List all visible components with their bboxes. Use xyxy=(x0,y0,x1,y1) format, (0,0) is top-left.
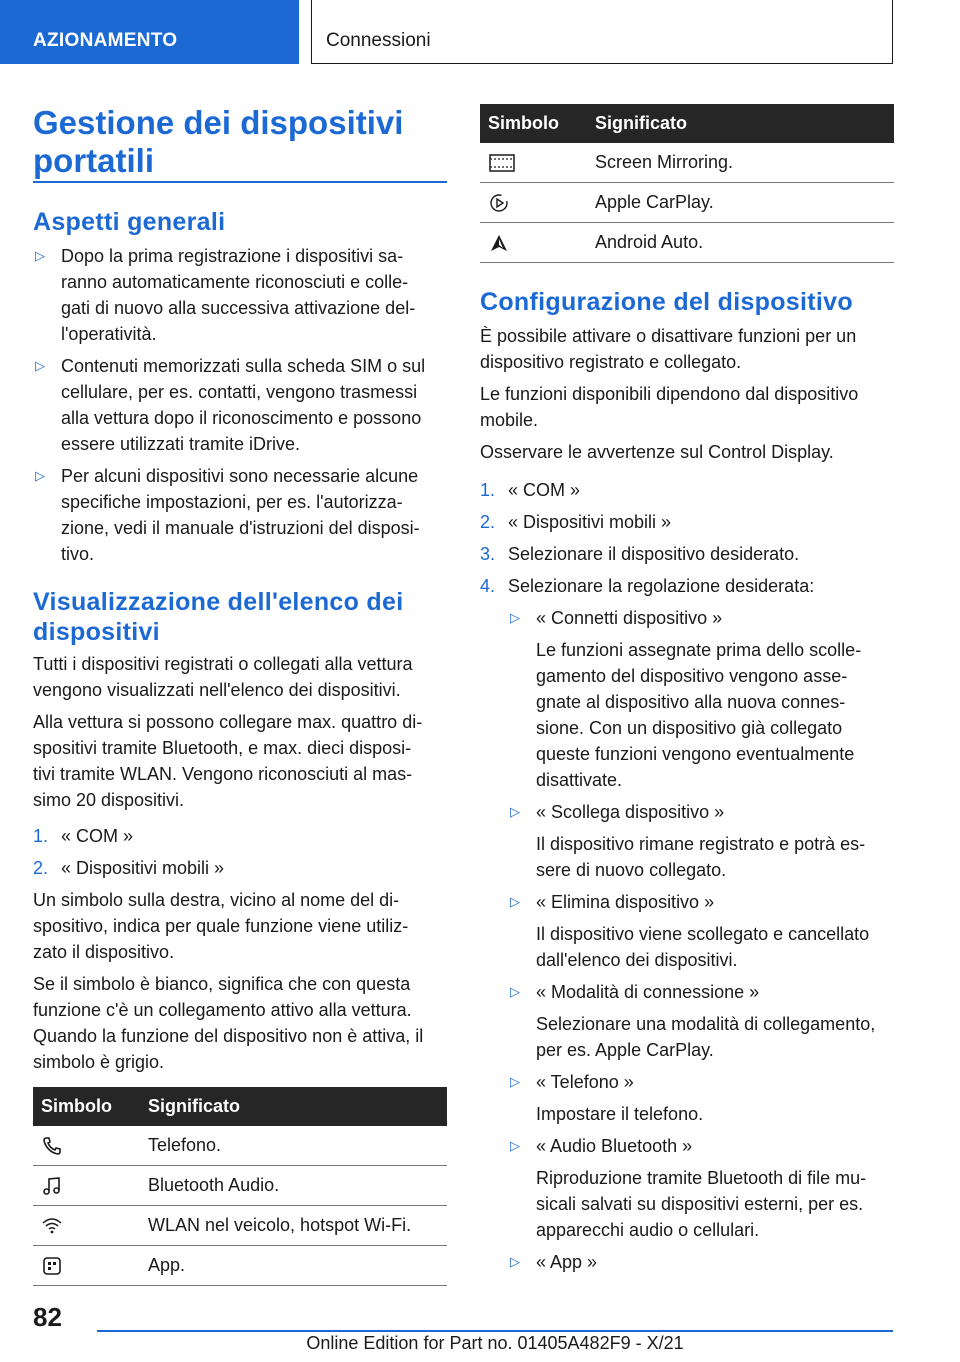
option-description: Riproduzione tramite Bluetooth di file mu- sicali salvati su dispositivi esterni, per es. apparecchi audio o cellulari. xyxy=(536,1168,867,1240)
option-label: « App » xyxy=(536,1252,598,1272)
numbered-step xyxy=(480,509,894,535)
step-text: Selezionare la regolazione desiderata: xyxy=(508,576,815,596)
triangle-bullet-icon: ▷ xyxy=(35,468,45,483)
numbered-step xyxy=(33,823,447,849)
page-number: 82 xyxy=(33,1302,62,1332)
page-title: Gestione dei dispositivi portatili xyxy=(33,104,404,179)
option-label: « Scollega dispositivo » xyxy=(536,802,725,822)
table-header-row xyxy=(480,104,894,143)
option-label: « Modalità di connessione » xyxy=(536,982,760,1002)
table-row xyxy=(480,183,894,223)
paragraph: Un simbolo sulla destra, vicino al nome del di- spositivo, indica per quale funzione viene utiliz- zato il dispositivo. xyxy=(33,890,409,962)
numbered-step xyxy=(480,477,894,503)
option-item xyxy=(508,889,894,973)
table-row xyxy=(33,1166,447,1206)
table-row xyxy=(33,1246,447,1286)
numbered-step xyxy=(33,855,447,881)
option-label: « Connetti dispositivo » xyxy=(536,608,723,628)
step-text: « COM » xyxy=(508,480,581,500)
option-item xyxy=(508,1069,894,1127)
android-auto-icon xyxy=(480,223,595,263)
wifi-icon xyxy=(33,1206,148,1246)
footer-divider xyxy=(97,1330,893,1332)
overview-heading: Aspetti generali xyxy=(33,208,226,236)
step-text: « COM » xyxy=(61,826,134,846)
option-label: « Telefono » xyxy=(536,1072,634,1092)
paragraph: Se il simbolo è bianco, significa che con questa funzione c'è un collegamento attivo alla vettura. Quando la funzione del dispositivo non è attiva, il simbolo è grigio. xyxy=(33,974,424,1072)
music-note-icon xyxy=(33,1166,148,1206)
bullet-text: Dopo la prima registrazione i dispositivi sa- ranno automaticamente riconosciuti e colle- gati di nuovo alla successiva attivazione del- l'operatività. xyxy=(61,246,416,344)
option-label: « Audio Bluetooth » xyxy=(536,1136,693,1156)
meaning-cell: Telefono. xyxy=(148,1126,447,1166)
option-item xyxy=(508,1133,894,1243)
device-list-heading: Visualizzazione dell'elenco dei dispositivi xyxy=(33,588,404,646)
triangle-bullet-icon: ▷ xyxy=(35,358,45,373)
col-header-meaning: Significato xyxy=(595,104,894,143)
meaning-cell: Screen Mirroring. xyxy=(595,143,894,183)
triangle-bullet-icon: ▷ xyxy=(510,894,520,909)
app-icon xyxy=(33,1246,148,1286)
step-number: 1. xyxy=(33,826,49,846)
paragraph: Tutti i dispositivi registrati o collegati alla vettura vengono visualizzati nell'elenco dei dispositivi. xyxy=(33,654,413,700)
option-description: Le funzioni assegnate prima dello scolle- gamento del dispositivo vengono asse- gnate al dispositivo alla nuova connes- sione. Con un dispositivo già collegato queste funzioni vengono eventualmente disattivate. xyxy=(536,640,862,790)
config-heading: Configurazione del dispositivo xyxy=(480,288,853,316)
step-text: « Dispositivi mobili » xyxy=(61,858,225,878)
table-row xyxy=(480,223,894,263)
option-item xyxy=(508,605,894,793)
triangle-bullet-icon: ▷ xyxy=(35,248,45,263)
meaning-cell: Bluetooth Audio. xyxy=(148,1166,447,1206)
paragraph: Alla vettura si possono collegare max. quattro di- spositivi tramite Bluetooth, e max. dieci disposi- tivi tramite WLAN. Vengono riconosciuti al mas- simo 20 dispositivi. xyxy=(33,712,423,810)
meaning-cell: App. xyxy=(148,1246,447,1286)
option-label: « Elimina dispositivo » xyxy=(536,892,715,912)
right-column xyxy=(480,104,894,1275)
screen-mirroring-icon xyxy=(480,143,595,183)
bullet-item xyxy=(33,353,447,457)
option-description: Il dispositivo rimane registrato e potrà es- sere di nuovo collegato. xyxy=(536,834,866,880)
triangle-bullet-icon: ▷ xyxy=(510,804,520,819)
chapter-title: Connessioni xyxy=(311,0,893,64)
paragraph: Osservare le avvertenze sul Control Display. xyxy=(480,442,834,462)
option-item xyxy=(508,1249,894,1275)
option-description: Selezionare una modalità di collegamento, per es. Apple CarPlay. xyxy=(536,1014,876,1060)
numbered-step xyxy=(480,573,894,599)
option-description: Impostare il telefono. xyxy=(536,1104,704,1124)
paragraph: È possibile attivare o disattivare funzioni per un dispositivo registrato e collegato. xyxy=(480,326,857,372)
table-row xyxy=(33,1126,447,1166)
bullet-text: Contenuti memorizzati sulla scheda SIM o sul cellulare, per es. contatti, vengono trasmessi alla vettura dopo il riconoscimento e possono essere utilizzati tramite iDrive. xyxy=(61,356,426,454)
step-number: 2. xyxy=(33,858,49,878)
left-column xyxy=(33,207,447,1286)
table-row xyxy=(33,1206,447,1246)
col-header-symbol: Simbolo xyxy=(33,1087,148,1126)
meaning-cell: WLAN nel veicolo, hotspot Wi-Fi. xyxy=(148,1206,447,1246)
paragraph: Le funzioni disponibili dipendono dal dispositivo mobile. xyxy=(480,384,859,430)
bullet-item xyxy=(33,463,447,567)
carplay-icon xyxy=(480,183,595,223)
symbol-table-left xyxy=(33,1087,447,1286)
triangle-bullet-icon: ▷ xyxy=(510,1074,520,1089)
table-row xyxy=(480,143,894,183)
step-number: 4. xyxy=(480,576,496,596)
numbered-step xyxy=(480,541,894,567)
option-item xyxy=(508,979,894,1063)
title-divider xyxy=(33,181,447,183)
table-header-row xyxy=(33,1087,447,1126)
option-item xyxy=(508,799,894,883)
meaning-cell: Apple CarPlay. xyxy=(595,183,894,223)
step-text: Selezionare il dispositivo desiderato. xyxy=(508,544,800,564)
col-header-symbol: Simbolo xyxy=(480,104,595,143)
step-number: 1. xyxy=(480,480,496,500)
option-list xyxy=(480,599,894,1275)
triangle-bullet-icon: ▷ xyxy=(510,1254,520,1269)
triangle-bullet-icon: ▷ xyxy=(510,1138,520,1153)
section-tab[interactable]: AZIONAMENTO xyxy=(0,0,299,64)
symbol-table-right xyxy=(480,104,894,263)
triangle-bullet-icon: ▷ xyxy=(510,610,520,625)
triangle-bullet-icon: ▷ xyxy=(510,984,520,999)
step-text: « Dispositivi mobili » xyxy=(508,512,672,532)
step-number: 2. xyxy=(480,512,496,532)
meaning-cell: Android Auto. xyxy=(595,223,894,263)
bullet-item xyxy=(33,243,447,347)
option-description: Il dispositivo viene scollegato e cancellato dall'elenco dei dispositivi. xyxy=(536,924,870,970)
bullet-text: Per alcuni dispositivi sono necessarie alcune specifiche impostazioni, per es. l'autorizza- zione, vedi il manuale d'istruzioni del disposi- tivo. xyxy=(61,466,420,564)
col-header-meaning: Significato xyxy=(148,1087,447,1126)
phone-icon xyxy=(33,1126,148,1166)
step-number: 3. xyxy=(480,544,496,564)
edition-note: Online Edition for Part no. 01405A482F9 - X/21 xyxy=(306,1333,684,1353)
